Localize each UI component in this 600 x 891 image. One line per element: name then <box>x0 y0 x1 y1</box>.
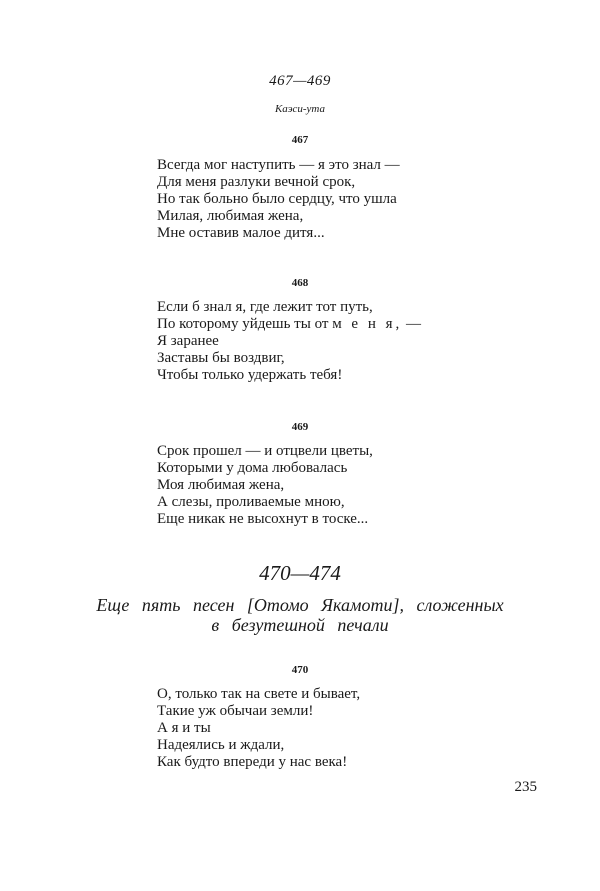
verse-line: Моя любимая жена, <box>157 477 285 493</box>
poem-number: 468 <box>291 277 309 289</box>
poem-range-heading: 467—469 <box>269 73 331 89</box>
verse-line-dash: — <box>406 316 422 332</box>
poem-verse <box>157 299 421 384</box>
verse-line-part: По которому уйдешь ты от <box>157 316 329 332</box>
section-range-heading: 470—474 <box>259 561 341 585</box>
poem-verse <box>157 686 360 771</box>
verse-line: Если б знал я, где лежит тот путь, <box>157 299 373 315</box>
poem-verse <box>157 157 400 242</box>
poem-number: 470 <box>291 664 309 676</box>
verse-line: Для меня разлуки вечной срок, <box>157 174 356 190</box>
verse-line: Всегда мог наступить — я это знал — <box>157 157 400 173</box>
verse-line: Надеялись и ждали, <box>157 737 285 753</box>
poem-number: 469 <box>291 421 309 433</box>
verse-line: А я и ты <box>157 720 211 736</box>
verse-line: Как будто впереди у нас века! <box>157 754 348 770</box>
verse-line <box>157 316 421 333</box>
verse-line: Чтобы только удержать тебя! <box>157 367 343 383</box>
verse-line: Заставы бы воздвиг, <box>157 350 285 366</box>
section-title: Еще пять песен [Отомо Якамоти], сложенных в безутешной печали <box>96 595 504 635</box>
poem-verse <box>157 443 373 528</box>
verse-line: Еще никак не высохнут в тоске... <box>157 511 369 527</box>
poem-number: 467 <box>291 134 309 146</box>
verse-line: Но так больно было сердцу, что ушла <box>157 191 397 207</box>
verse-line: Срок прошел — и отцвели цветы, <box>157 443 373 459</box>
verse-line: Милая, любимая жена, <box>157 208 304 224</box>
verse-line: Мне оставив малое дитя... <box>157 225 325 241</box>
verse-line: Которыми у дома любовалась <box>157 460 348 476</box>
verse-line: Я заранее <box>157 333 219 349</box>
verse-line-emphasis: м е н я, <box>332 316 403 332</box>
verse-line: Такие уж обычаи земли! <box>157 703 314 719</box>
verse-line: А слезы, проливаемые мною, <box>157 494 345 510</box>
page-number: 235 <box>514 779 537 795</box>
author-heading: Каэси-ута <box>274 103 325 115</box>
verse-line: О, только так на свете и бывает, <box>157 686 361 702</box>
